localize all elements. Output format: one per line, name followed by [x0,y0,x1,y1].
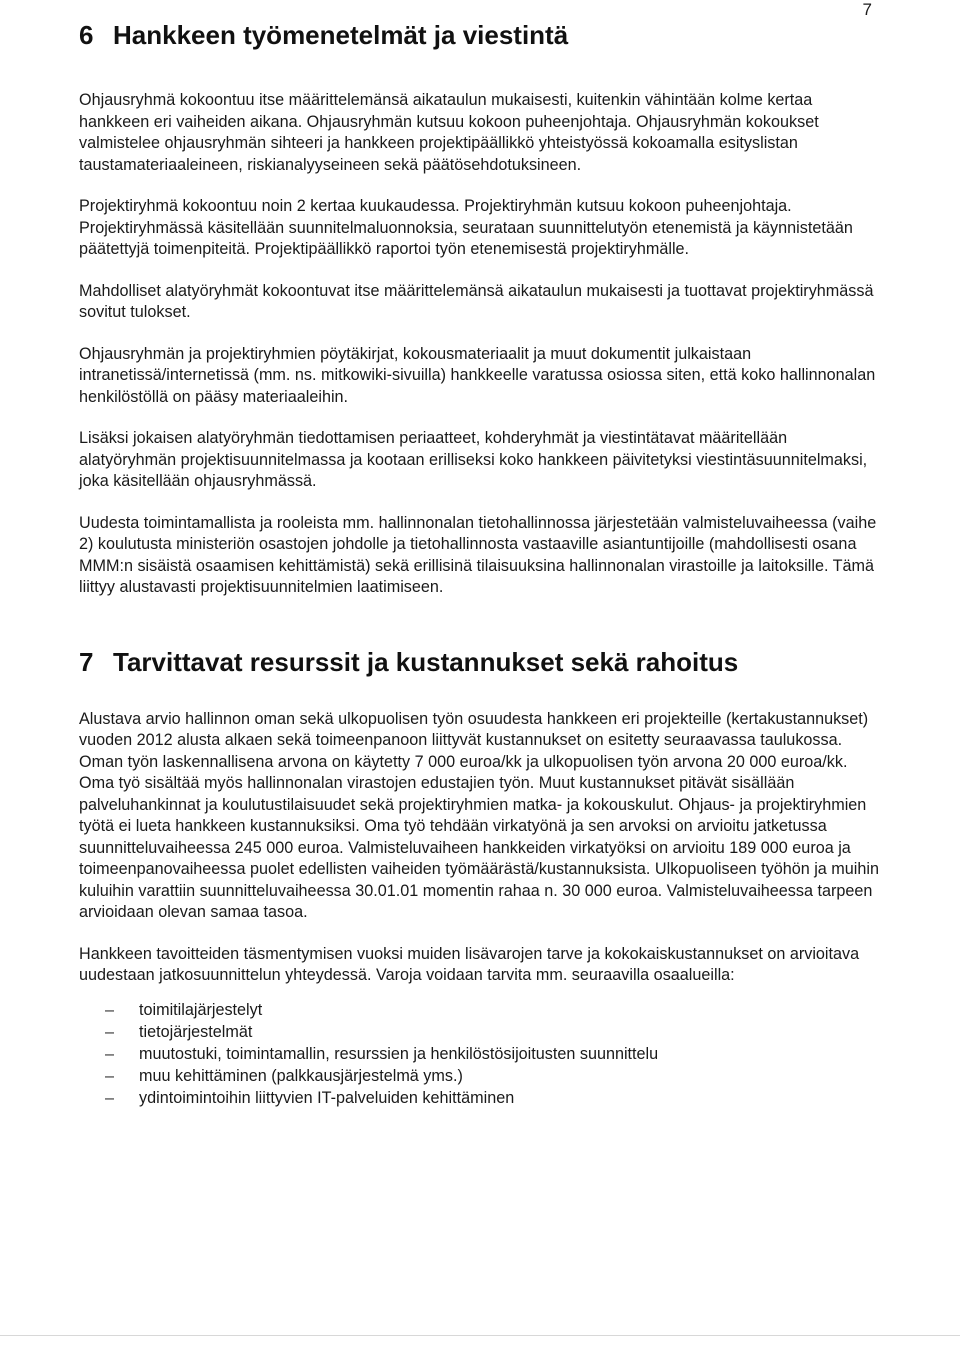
section-6-paragraph-1: Ohjausryhmä kokoontuu itse määrittelemänsä aikataulun mukaisesti, kuitenkin vähintään kolme kertaa hankkeen eri vaiheiden aikana. Ohjausryhmän kutsuu kokoon puheenjohtaja. Ohjausryhmän kokoukset valmistelee ohjausryhmän sihteeri ja hankkeen projektipäällikkö yhteistyössä kokoamalla esityslistan taustamateriaaleineen, riskianalyyseineen sekä päätösehdotuksineen. [79,91,819,174]
section-7-number: 7 [79,646,94,677]
section-7-heading [79,645,879,679]
list-item-text: ydintoimintoihin liittyvien IT-palveluiden kehittäminen [139,1088,515,1107]
section-6-paragraph-3: Mahdolliset alatyöryhmät kokoontuvat itse määrittelemänsä aikataulun mukaisesti ja tuottavat projektiryhmässä sovitut tulokset. [79,281,874,321]
page-number: 7 [862,0,872,19]
resource-needs-list [79,999,879,1109]
list-item-text: muu kehittäminen (palkkausjärjestelmä yms.) [139,1066,463,1085]
section-6-paragraph-5: Lisäksi jokaisen alatyöryhmän tiedottamisen periaatteet, kohderyhmät ja viestintätavat määritellään alatyöryhmän projektisuunnitelmassa ja kootaan erilliseksi koko hankkeen päivitetyksi viestintäsuunnitelmaksi, joka käsitellään ohjausryhmässä. [79,429,868,490]
page-bottom-divider [0,1335,960,1336]
section-6-paragraph-4: Ohjausryhmän ja projektiryhmien pöytäkirjat, kokousmateriaalit ja muut dokumentit julkaistaan intranetissä/internetissä (mm. ns. mitkowiki-sivuilla) hankkeelle varatussa osiossa siten, että koko hallinnonalan henkilöstöllä on pääsy materiaaleihin. [79,344,876,406]
list-item [79,1065,879,1087]
dash-marker: – [105,1022,115,1041]
list-item [79,1043,879,1065]
dash-marker: – [105,1044,115,1063]
document-body [79,18,879,1109]
dash-marker: – [105,1000,115,1019]
dash-marker: – [105,1088,115,1107]
list-item [79,1087,879,1109]
list-item [79,999,879,1021]
list-item [79,1021,879,1043]
section-6-number: 6 [79,20,94,50]
section-6-heading [79,18,879,52]
section-7-title: Tarvittavat resurssit ja kustannukset sekä rahoitus [113,646,739,677]
list-item-text: toimitilajärjestelyt [139,1000,263,1019]
section-7-paragraph-2: Hankkeen tavoitteiden täsmentymisen vuoksi muiden lisävarojen tarve ja kokokaiskustannukset on arvioitava uudestaan jatkosuunnittelun yhteydessä. Varoja voidaan tarvita mm. seuraavilla osaalueilla: [79,944,860,984]
dash-marker: – [105,1066,115,1085]
list-item-text: tietojärjestelmät [139,1022,253,1041]
list-item-text: muutostuki, toimintamallin, resurssien ja henkilöstösijoitusten suunnittelu [139,1044,659,1063]
section-6-paragraph-6: Uudesta toimintamallista ja rooleista mm. hallinnonalan tietohallinnossa järjestetään valmisteluvaiheessa (vaihe 2) koulutusta ministeriön osastojen johdolle ja tietohallinnosta vastaaville asiantuntijoille (mahdollisesti osana MMM:n sisäistä osaamisen kehittämistä) sekä erillisinä tilaisuuksina hallinnonalan virastoille ja laitoksille. Tämä liittyy alustavasti projektisuunnitelmien laatimiseen. [79,513,877,596]
section-6-paragraph-2: Projektiryhmä kokoontuu noin 2 kertaa kuukaudessa. Projektiryhmän kutsuu kokoon puheenjohtaja. Projektiryhmässä käsitellään suunnitelmaluonnoksia, seurataan suunnittelutyön etenemistä ja käynnistetään päätettyjä toimenpiteitä. Projektipäällikkö raportoi työn etenemisestä projektiryhmälle. [79,197,853,258]
section-7-paragraph-1: Alustava arvio hallinnon oman sekä ulkopuolisen työn osuudesta hankkeen eri projekteille (kertakustannukset) vuoden 2012 alusta alkaen sekä toimeenpanoon liittyvät kustannukset on esitetty seuraavassa taulukossa. Oman työn laskennallisena arvona on käytetty 7 000 euroa/kk ja ulkopuolisen työn arvona 20 000 euroa/kk. Oma työ sisältää myös hallinnonalan virastojen edustajien työn. Muut kustannukset pitävät sisällään palveluhankinnat ja koulutustilaisuudet sekä projektiryhmien matka- ja kokouskulut. Ohjaus- ja projektiryhmien työtä ei lueta hankkeen kustannuksiksi. Oma työ tehdään virkatyönä ja sen arvoksi on arvioitu jatketussa suunnitteluvaiheessa 245 000 euroa. Valmisteluvaiheen hankkeiden virkatyöksi on arvioitu 189 000 euroa ja toimeenpanovaiheessa puolet edellisten vaiheiden työmäärästä/kustannuksista. Ulkopuoliseen työhön ja muihin kuluihin varattiin suunnitteluvaiheessa 30.01.01 momentin rahaa n. 30 000 euroa. Valmisteluvaiheessa tarpeen arvioidaan olevan samaa tasoa. [79,709,879,921]
section-6-title: Hankkeen työmenetelmät ja viestintä [113,20,569,50]
